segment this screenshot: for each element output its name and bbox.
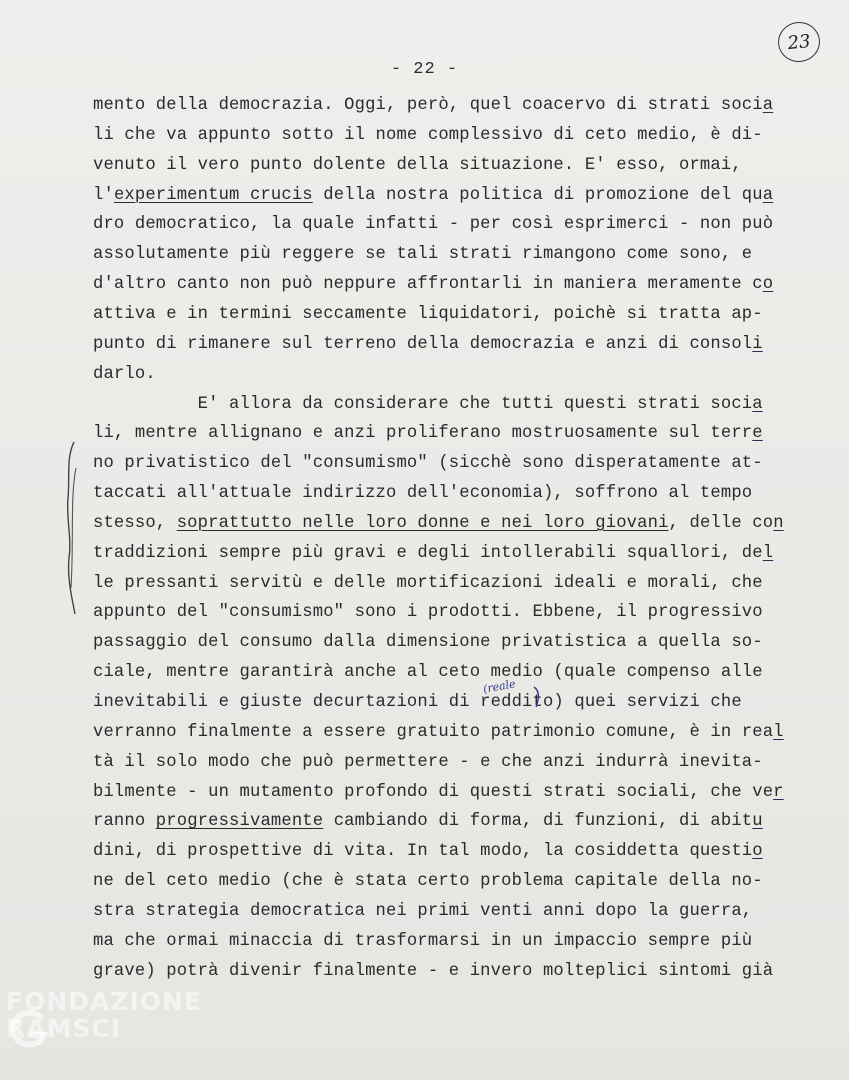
text-segment: assolutamente più reggere se tali strati rimangono come sono, e xyxy=(93,245,753,265)
text-line xyxy=(93,574,763,594)
text-line xyxy=(93,454,763,474)
text-segment: dro democratico, la quale infatti - per così esprimerci - non può xyxy=(93,215,774,235)
text-line xyxy=(93,156,742,176)
text-line xyxy=(93,514,784,534)
text-segment: , delle co xyxy=(668,513,774,533)
text-segment: l' xyxy=(93,185,114,205)
underlined-text: a xyxy=(762,96,774,115)
text-segment: taccati all'attuale indirizzo dell'economia), soffrono al tempo xyxy=(93,484,753,504)
text-line xyxy=(93,812,763,832)
text-line xyxy=(93,126,763,146)
text-segment: li che va appunto sotto il nome complessivo di ceto medio, è di- xyxy=(93,125,763,145)
text-segment: inevitabili e giuste decurtazioni di reddito) quei servizi che xyxy=(93,693,742,712)
underlined-text: l xyxy=(762,543,774,563)
underlined-text: soprattutto nelle loro donne e nei loro giovani xyxy=(176,513,669,533)
text-segment: le pressanti servitù e delle mortificazioni ideali e morali, che xyxy=(93,573,763,593)
underlined-text: l xyxy=(773,722,784,742)
text-segment: li, mentre allignano e anzi proliferano mostruosamente sul terr xyxy=(93,424,753,444)
underlined-text: n xyxy=(773,513,784,533)
text-line xyxy=(93,753,763,773)
text-segment: tà il solo modo che può permettere - e che anzi indurrà inevita- xyxy=(93,752,763,772)
text-segment: attiva e in termini seccamente liquidatori, poichè si tratta ap- xyxy=(93,304,763,324)
text-segment: cambiando di forma, di funzioni, di abit xyxy=(323,812,753,832)
text-line xyxy=(93,693,742,713)
margin-bracket-mark xyxy=(60,438,82,618)
text-segment: no privatistico del "consumismo" (sicchè sono disperatamente at- xyxy=(93,454,763,474)
text-segment: E' allora da considerare che tutti questi strati soci xyxy=(93,394,753,414)
text-line xyxy=(93,275,773,295)
underlined-text: i xyxy=(752,334,763,354)
watermark-logo xyxy=(6,987,216,1067)
text-line xyxy=(93,842,763,862)
text-line xyxy=(93,365,156,385)
text-segment: mento della democrazia. Oggi, però, quel coacervo di strati soci xyxy=(93,96,763,115)
text-segment: bilmente - un mutamento profondo di questi strati sociali, che ve xyxy=(93,782,774,802)
text-line xyxy=(93,962,773,982)
text-segment: darlo. xyxy=(93,364,156,384)
underlined-text: o xyxy=(752,842,763,862)
text-line xyxy=(93,245,752,265)
insertion-caret-mark xyxy=(530,685,544,709)
watermark-line-1: FONDAZIONE xyxy=(6,987,203,1016)
text-segment: ranno xyxy=(93,812,156,832)
text-segment: verranno finalmente a essere gratuito patrimonio comune, è in rea xyxy=(93,722,774,742)
text-segment: passaggio del consumo dalla dimensione privatistica a quella so- xyxy=(93,633,763,653)
underlined-text: e xyxy=(752,424,763,444)
text-line xyxy=(93,603,763,623)
text-line xyxy=(93,723,784,743)
text-segment: ciale, mentre garantirà anche al ceto medio (quale compenso alle xyxy=(93,663,763,683)
text-line xyxy=(93,186,773,206)
text-segment: ne del ceto medio (che è stata certo problema capitale della no- xyxy=(93,872,763,892)
underlined-text: u xyxy=(752,812,763,832)
text-line xyxy=(93,215,773,235)
text-line xyxy=(93,96,773,116)
page-number: - 22 - xyxy=(390,60,459,79)
text-line xyxy=(93,932,752,952)
underlined-text: o xyxy=(762,275,774,295)
text-line xyxy=(93,484,752,504)
text-segment: grave) potrà divenir finalmente - e invero molteplici sintomi già xyxy=(93,961,774,981)
text-line xyxy=(93,395,763,415)
text-line xyxy=(93,783,784,803)
underlined-text: a xyxy=(762,185,774,205)
text-line xyxy=(93,305,763,325)
text-segment: ma che ormai minaccia di trasformarsi in un impaccio sempre più xyxy=(93,931,753,951)
text-line xyxy=(93,633,763,653)
text-segment: della nostra politica di promozione del qu xyxy=(312,185,763,205)
watermark-line-2: RAMSCI xyxy=(6,1014,122,1043)
text-line xyxy=(93,335,763,355)
text-segment: appunto del "consumismo" sono i prodotti. Ebbene, il progressivo xyxy=(93,603,763,623)
underlined-text: a xyxy=(752,394,763,414)
underlined-text: progressivamente xyxy=(155,812,324,832)
text-segment: punto di rimanere sul terreno della democrazia e anzi di consol xyxy=(93,334,753,354)
underlined-text: r xyxy=(773,782,784,802)
text-line xyxy=(93,544,773,564)
text-line xyxy=(93,902,752,922)
underlined-text: experimentum crucis xyxy=(113,185,313,205)
archive-page-number: 23 xyxy=(776,20,822,64)
text-segment: stra strategia democratica nei primi venti anni dopo la guerra, xyxy=(93,901,753,921)
text-line xyxy=(93,663,763,683)
text-segment: traddizioni sempre più gravi e degli intollerabili squallori, de xyxy=(93,543,763,563)
text-segment: dini, di prospettive di vita. In tal modo, la cosiddetta questi xyxy=(93,842,753,862)
text-line xyxy=(93,872,763,892)
text-segment: stesso, xyxy=(93,513,177,533)
text-line xyxy=(93,424,763,444)
text-segment: venuto il vero punto dolente della situazione. E' esso, ormai, xyxy=(93,155,742,175)
text-segment: d'altro canto non può neppure affrontarli in maniera meramente c xyxy=(93,275,763,295)
handwritten-insertion: (reale xyxy=(482,677,517,696)
